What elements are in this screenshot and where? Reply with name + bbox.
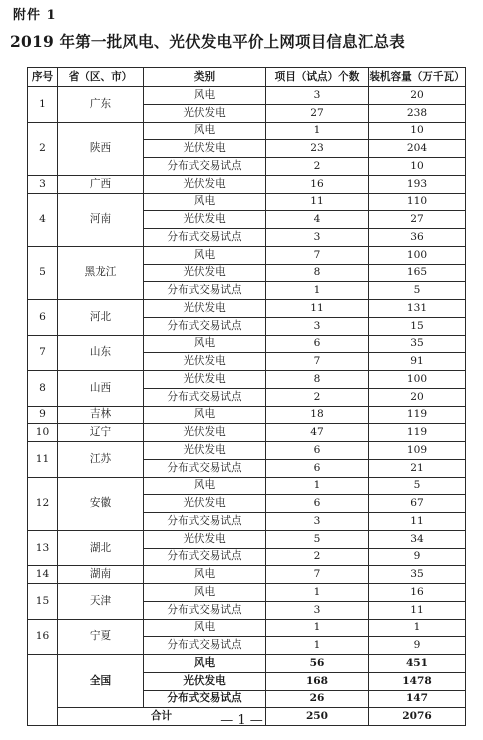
category-cell: 风电 xyxy=(144,584,266,602)
count-cell: 6 xyxy=(266,442,369,460)
category-cell: 分布式交易试点 xyxy=(144,158,266,176)
capacity-cell: 119 xyxy=(369,424,466,442)
province-name: 广东 xyxy=(58,87,144,123)
category-cell: 风电 xyxy=(144,122,266,140)
capacity-cell: 193 xyxy=(369,175,466,193)
capacity-cell: 110 xyxy=(369,193,466,211)
count-cell: 1 xyxy=(266,637,369,655)
national-category: 风电 xyxy=(144,655,266,673)
capacity-cell: 91 xyxy=(369,353,466,371)
count-cell: 6 xyxy=(266,495,369,513)
count-cell: 1 xyxy=(266,282,369,300)
count-cell: 2 xyxy=(266,388,369,406)
national-capacity: 2076 xyxy=(369,708,466,726)
capacity-cell: 15 xyxy=(369,317,466,335)
count-cell: 2 xyxy=(266,158,369,176)
category-cell: 光伏发电 xyxy=(144,371,266,389)
count-cell: 23 xyxy=(266,140,369,158)
table-row xyxy=(28,335,466,353)
count-cell: 7 xyxy=(266,566,369,584)
table-row xyxy=(28,87,466,105)
category-cell: 分布式交易试点 xyxy=(144,317,266,335)
national-capacity: 451 xyxy=(369,655,466,673)
category-cell: 分布式交易试点 xyxy=(144,548,266,566)
count-cell: 47 xyxy=(266,424,369,442)
count-cell: 1 xyxy=(266,584,369,602)
category-cell: 分布式交易试点 xyxy=(144,637,266,655)
province-name: 广西 xyxy=(58,175,144,193)
row-number: 14 xyxy=(28,566,58,584)
capacity-cell: 10 xyxy=(369,122,466,140)
row-number: 1 xyxy=(28,87,58,123)
count-cell: 11 xyxy=(266,300,369,318)
table-body xyxy=(28,87,466,726)
capacity-cell: 119 xyxy=(369,406,466,424)
capacity-cell: 100 xyxy=(369,371,466,389)
province-name: 河北 xyxy=(58,300,144,336)
count-cell: 7 xyxy=(266,246,369,264)
capacity-cell: 1 xyxy=(369,619,466,637)
province-name: 安徽 xyxy=(58,477,144,530)
national-category: 分布式交易试点 xyxy=(144,690,266,708)
header-no: 序号 xyxy=(28,68,58,87)
count-cell: 8 xyxy=(266,264,369,282)
capacity-cell: 11 xyxy=(369,513,466,531)
count-cell: 3 xyxy=(266,317,369,335)
row-number: 5 xyxy=(28,246,58,299)
capacity-cell: 20 xyxy=(369,87,466,105)
count-cell: 3 xyxy=(266,229,369,247)
capacity-cell: 36 xyxy=(369,229,466,247)
category-cell: 分布式交易试点 xyxy=(144,601,266,619)
capacity-cell: 109 xyxy=(369,442,466,460)
page-number: — 1 — xyxy=(220,713,263,728)
category-cell: 风电 xyxy=(144,566,266,584)
capacity-cell: 27 xyxy=(369,211,466,229)
count-cell: 6 xyxy=(266,335,369,353)
table-row xyxy=(28,442,466,460)
header-province: 省（区、市） xyxy=(58,68,144,87)
province-name: 吉林 xyxy=(58,406,144,424)
capacity-cell: 34 xyxy=(369,530,466,548)
table-row xyxy=(28,530,466,548)
count-cell: 4 xyxy=(266,211,369,229)
category-cell: 光伏发电 xyxy=(144,104,266,122)
category-cell: 光伏发电 xyxy=(144,300,266,318)
header-category: 类别 xyxy=(144,68,266,87)
category-cell: 风电 xyxy=(144,619,266,637)
row-number: 11 xyxy=(28,442,58,478)
row-number: 7 xyxy=(28,335,58,371)
capacity-cell: 9 xyxy=(369,637,466,655)
category-cell: 分布式交易试点 xyxy=(144,388,266,406)
count-cell: 11 xyxy=(266,193,369,211)
count-cell: 3 xyxy=(266,513,369,531)
annex-label: 附件 1 xyxy=(13,8,57,23)
province-name: 天津 xyxy=(58,584,144,620)
count-cell: 5 xyxy=(266,530,369,548)
capacity-cell: 10 xyxy=(369,158,466,176)
count-cell: 18 xyxy=(266,406,369,424)
count-cell: 6 xyxy=(266,459,369,477)
category-cell: 光伏发电 xyxy=(144,442,266,460)
province-name: 山东 xyxy=(58,335,144,371)
capacity-cell: 21 xyxy=(369,459,466,477)
national-count: 250 xyxy=(266,708,369,726)
count-cell: 16 xyxy=(266,175,369,193)
document-title: 2019 年第一批风电、光伏发电平价上网项目信息汇总表 xyxy=(10,32,405,51)
table-row xyxy=(28,584,466,602)
table-row xyxy=(28,175,466,193)
national-capacity: 1478 xyxy=(369,672,466,690)
category-cell: 风电 xyxy=(144,246,266,264)
province-name: 黑龙江 xyxy=(58,246,144,299)
count-cell: 1 xyxy=(266,477,369,495)
row-number: 15 xyxy=(28,584,58,620)
province-name: 宁夏 xyxy=(58,619,144,655)
capacity-cell: 20 xyxy=(369,388,466,406)
count-cell: 3 xyxy=(266,87,369,105)
category-cell: 风电 xyxy=(144,335,266,353)
province-name: 辽宁 xyxy=(58,424,144,442)
count-cell: 1 xyxy=(266,122,369,140)
table-row xyxy=(28,566,466,584)
row-number: 6 xyxy=(28,300,58,336)
national-count: 56 xyxy=(266,655,369,673)
national-count: 26 xyxy=(266,690,369,708)
capacity-cell: 238 xyxy=(369,104,466,122)
header-capacity: 装机容量（万千瓦） xyxy=(369,68,466,87)
row-number: 16 xyxy=(28,619,58,655)
count-cell: 3 xyxy=(266,601,369,619)
table-row xyxy=(28,477,466,495)
row-number: 12 xyxy=(28,477,58,530)
capacity-cell: 35 xyxy=(369,335,466,353)
national-count: 168 xyxy=(266,672,369,690)
capacity-cell: 35 xyxy=(369,566,466,584)
table-row xyxy=(28,371,466,389)
capacity-cell: 165 xyxy=(369,264,466,282)
row-number: 8 xyxy=(28,371,58,407)
row-number: 13 xyxy=(28,530,58,566)
national-row xyxy=(28,655,466,673)
capacity-cell: 5 xyxy=(369,282,466,300)
category-cell: 分布式交易试点 xyxy=(144,282,266,300)
national-category: 光伏发电 xyxy=(144,672,266,690)
province-name: 湖南 xyxy=(58,566,144,584)
capacity-cell: 100 xyxy=(369,246,466,264)
province-name: 陕西 xyxy=(58,122,144,175)
table-row xyxy=(28,300,466,318)
total-label: 合计 xyxy=(58,708,266,726)
category-cell: 光伏发电 xyxy=(144,530,266,548)
category-cell: 风电 xyxy=(144,193,266,211)
capacity-cell: 131 xyxy=(369,300,466,318)
count-cell: 1 xyxy=(266,619,369,637)
category-cell: 分布式交易试点 xyxy=(144,229,266,247)
count-cell: 7 xyxy=(266,353,369,371)
header-count: 项目（试点）个数 xyxy=(266,68,369,87)
table-row xyxy=(28,619,466,637)
count-cell: 8 xyxy=(266,371,369,389)
province-name: 山西 xyxy=(58,371,144,407)
capacity-cell: 5 xyxy=(369,477,466,495)
province-name: 江苏 xyxy=(58,442,144,478)
national-name: 全国 xyxy=(58,655,144,708)
capacity-cell: 9 xyxy=(369,548,466,566)
row-number: 9 xyxy=(28,406,58,424)
row-number: 4 xyxy=(28,193,58,246)
province-name: 湖北 xyxy=(58,530,144,566)
category-cell: 光伏发电 xyxy=(144,424,266,442)
table-row xyxy=(28,193,466,211)
category-cell: 光伏发电 xyxy=(144,264,266,282)
category-cell: 光伏发电 xyxy=(144,353,266,371)
category-cell: 光伏发电 xyxy=(144,175,266,193)
row-number: 10 xyxy=(28,424,58,442)
capacity-cell: 204 xyxy=(369,140,466,158)
summary-table xyxy=(27,67,466,726)
table-header-row xyxy=(28,68,466,87)
national-capacity: 147 xyxy=(369,690,466,708)
category-cell: 光伏发电 xyxy=(144,211,266,229)
capacity-cell: 11 xyxy=(369,601,466,619)
category-cell: 分布式交易试点 xyxy=(144,513,266,531)
table-row xyxy=(28,246,466,264)
count-cell: 27 xyxy=(266,104,369,122)
category-cell: 风电 xyxy=(144,477,266,495)
category-cell: 光伏发电 xyxy=(144,140,266,158)
category-cell: 风电 xyxy=(144,87,266,105)
count-cell: 2 xyxy=(266,548,369,566)
province-name: 河南 xyxy=(58,193,144,246)
capacity-cell: 67 xyxy=(369,495,466,513)
capacity-cell: 16 xyxy=(369,584,466,602)
category-cell: 光伏发电 xyxy=(144,495,266,513)
table-row xyxy=(28,406,466,424)
table-row xyxy=(28,122,466,140)
table-row xyxy=(28,424,466,442)
category-cell: 风电 xyxy=(144,406,266,424)
row-number: 3 xyxy=(28,175,58,193)
category-cell: 分布式交易试点 xyxy=(144,459,266,477)
row-number: 2 xyxy=(28,122,58,175)
